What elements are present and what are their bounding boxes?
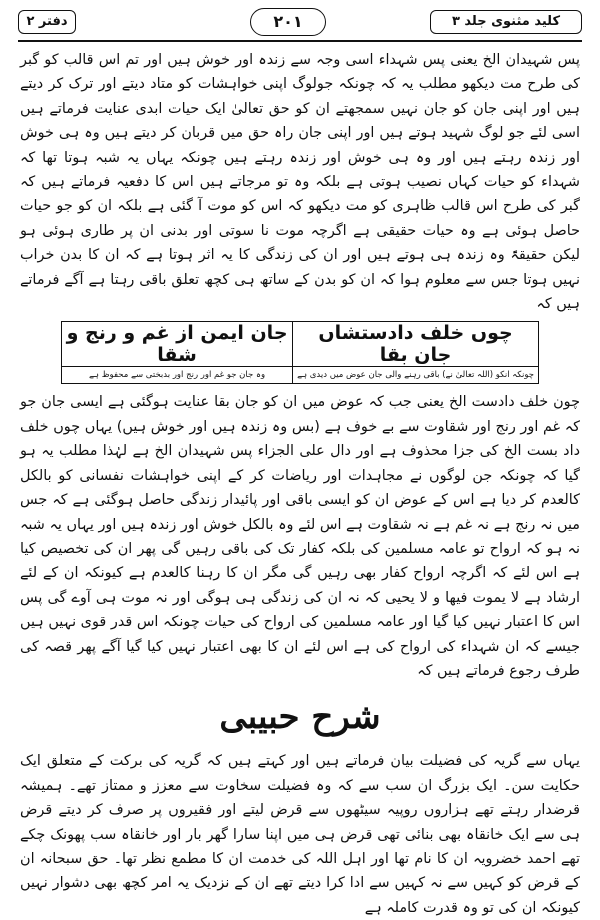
commentary-paragraph-1: پس شہیدان الخ یعنی پس شہداء اسی وجہ سے زندہ اور خوش ہیں اور تم اس قالب کو گبر کی طرح مت دیکھو مطلب یہ کہ چونکہ جولوگ اپنی خواہشات کو متاد دیتے اور ترک کر دیتے ہیں اور اپنی جان کو جان نہیں سمجھتے ان کو حق تعالیٰ ایک حیات ابدی عنایت فرماتے ہیں اسی لئے جو لوگ شہید ہوتے ہیں اور اپنی جان راہ حق میں قربان کر دیتے ہیں وہ ہی خوش اور زندہ رہتے ہیں اور وہ ہی خوش اور زندہ رہتے ہیں چونکہ یہاں یہ شبہ ہوتا تھا کہ شہداء کو حیات کہاں نصیب ہوتی ہے بلکہ وہ تو مرجاتے ہیں اس کا دفعیہ فرماتے ہیں کہ گبر کی طرح اس قالب ظاہری کو مت دیکھو کہ اس کو موت آ گئی ہے بلکہ ان کو جو حیات حاصل ہوئی ہے وہ حیات حقیقی ہے اگرچہ موت نا سوتی اور بدنی ان پر طاری ہوئی ہو لیکن حقیقۃً وہ زندہ ہی ہوتے ہیں اور ان کی زندگی کا یہ اثر ہوتا ہے کہ ان کا بدن خراب نہیں ہوتا جس سے معلوم ہوا کہ ان کو بدن کے ساتھ ہی کچھ تعلق باقی رہتا ہے آگے فرماتے ہیں کہ (20, 52, 580, 313)
book-page (18, 6, 582, 916)
section-heading: شرح حبیبی (219, 697, 381, 738)
daftar-label: دفتر ۲ (18, 10, 76, 34)
verse-gloss-2: وہ جان جو غم اور رنج اور بدبختی سے محفوظ ہے (62, 367, 293, 384)
verse-gloss-1: چونکہ انکو (اللہ تعالیٰ نے) باقی رہنے والی جان عوض میں دیدی ہے (293, 367, 539, 384)
commentary-paragraph-2: یہاں سے گریہ کی فضیلت بیان فرماتے ہیں اور کہتے ہیں کہ گریہ کی برکت کے متعلق ایک حکایت سن۔ ایک بزرگ ان سب سے کہ وہ فضیلت سخاوت سے معزز و ممتاز تھے۔ ہمیشہ قرضدار رہتے تھے ہزاروں روپیہ سیٹھوں سے قرض لیتے اور فقیروں پر صرف کر دیتے قرض ہی سے ایک خانقاہ بھی بنائی تھی قرض ہی میں اپنا سارا گھر بار اور خانقاہ سب پھونک چکے تھے احمد خضرویہ ان کا نام تھا اور اہل اللہ کی خدمت ان کا مطمع نظر تھا۔ حق سبحانہ ان کے قرض کو کہیں سے نہ کہیں سے ادا کرا دیتے تھے ان کے نزدیک یہ امر کچھ بھی دشوار نہیں کیونکہ ان کی تو وہ قدرت کاملہ ہے (20, 753, 580, 916)
page-number: ۲۰۱ (250, 8, 326, 36)
commentary-paragraph-mid: چون خلف دادست الخ یعنی جب کہ عوض میں ان کو جان بقا عنایت ہوگئی ہے ایسی جان جو کہ غم اور رنج اور شقاوت سے بے خوف ہے (بس وہ زندہ ہیں اور خوش ہیں) یہاں چوں خلف داد بست الخ کی جزا محذوف ہے اور دال علی الجزاء پس شہیدان الخ ہے لہٰذا مطلب یہ ہو گیا کہ چونکہ جن لوگوں نے مجاہدات اور ریاضات کر کے اپنی خواہشات نفسانی کو بالکل کالعدم کر دیا ہے اس کے عوض ان کو ایسی باقی اور پائیدار زندگی حاصل ہوگئی ہے کہ جس میں نہ رنج ہے نہ غم ہے نہ شقاوت ہے اس لئے وہ بالکل خوش اور زندہ ہیں اور یہاں یہ شبہ نہ ہو کہ ارواح تو عامہ مسلمین کی بلکہ کفار تک کی باقی رہیں گی پھر ان کی تخصیص کیا ہے اس لئے کہ اگرچہ ارواح کفار بھی رہیں گی مگر ان کا رہنا کالعدم ہے کیونکہ ان کے لئے ارشاد ہے لا یموت فیھا و لا یحیی کہ نہ ان کی زندگی ہی ہوگی اور نہ موت ہی آوے گی پس اس کا اعتبار نہیں کیا گیا اور عامہ مسلمین کی ارواح کی حیات چونکہ اس قدر قوی نہیں ہیں جیسے کہ ان شہداء کی ارواح کی ہے اس لئے ان کا بھی اعتبار نہیں کیا گیا آگے پھر قصہ کی طرف رجوع فرماتے ہیں کہ (20, 394, 580, 679)
verse-table (61, 321, 539, 384)
verse-line-1: چوں خلف دادستشاں جان بقا (293, 322, 539, 367)
book-title-box: کلید مثنوی جلد ۳ (430, 10, 582, 34)
page-header (18, 6, 582, 42)
verse-line-2: جان ایمن از غم و رنج و شقا (62, 322, 293, 367)
